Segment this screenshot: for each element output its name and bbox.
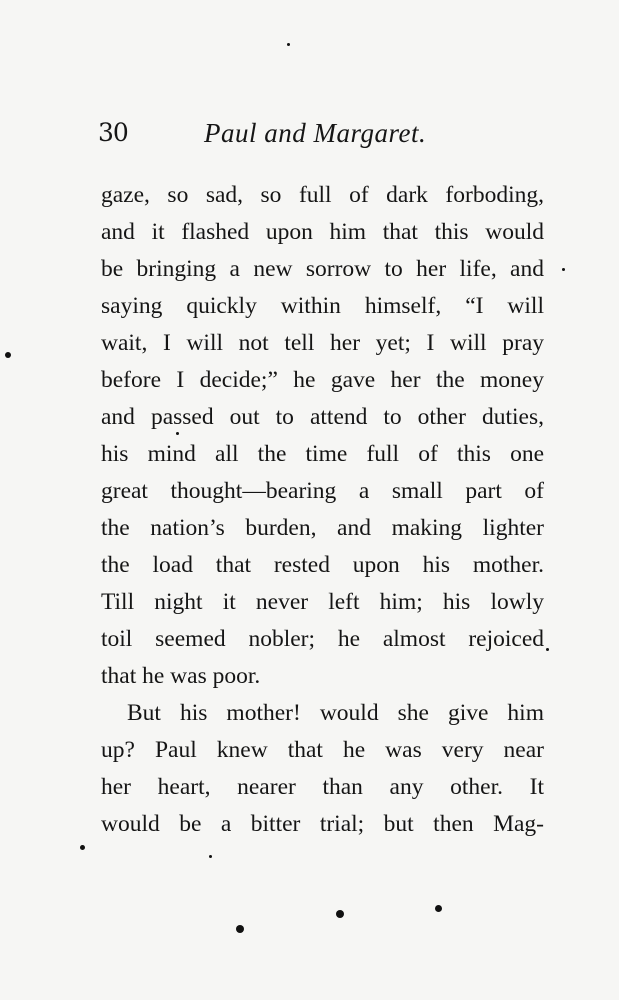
ink-speck (336, 910, 344, 918)
text-line: up? Paul knew that he was very near (101, 737, 544, 763)
text-line: be bringing a new sorrow to her life, and (101, 256, 544, 282)
ink-speck (80, 845, 85, 850)
ink-speck (546, 648, 549, 651)
running-title: Paul and Margaret. (204, 118, 427, 148)
paragraph (101, 177, 544, 695)
body-text (101, 177, 544, 843)
text-line: would be a bitter trial; but then Mag- (101, 811, 544, 837)
ink-speck (562, 268, 565, 271)
ink-speck (287, 43, 290, 46)
page-header (98, 118, 548, 158)
paragraph (101, 695, 544, 843)
text-line: before I decide;” he gave her the money (101, 367, 544, 393)
text-line: Till night it never left him; his lowly (101, 589, 544, 615)
ink-speck (209, 855, 212, 858)
text-line: and it flashed upon him that this would (101, 219, 544, 245)
text-line: that he was poor. (101, 663, 261, 689)
ink-speck (435, 905, 442, 912)
text-line: gaze, so sad, so full of dark forboding, (101, 182, 544, 208)
text-line: his mind all the time full of this one (101, 441, 544, 467)
text-line: the nation’s burden, and making lighter (101, 515, 544, 541)
text-line: saying quickly within himself, “I will (101, 293, 544, 319)
text-line: her heart, nearer than any other. It (101, 774, 544, 800)
ink-speck (5, 352, 11, 358)
text-line: great thought—bearing a small part of (101, 478, 544, 504)
page-number: 30 (98, 118, 128, 147)
text-line: the load that rested upon his mother. (101, 552, 544, 578)
text-line: and passed out to attend to other duties, (101, 404, 544, 430)
ink-speck (236, 925, 244, 933)
text-line: But his mother! would she give him (127, 700, 544, 726)
text-line: wait, I will not tell her yet; I will pray (101, 330, 544, 356)
text-line: toil seemed nobler; he almost rejoiced (101, 626, 544, 652)
ink-speck (176, 432, 179, 435)
